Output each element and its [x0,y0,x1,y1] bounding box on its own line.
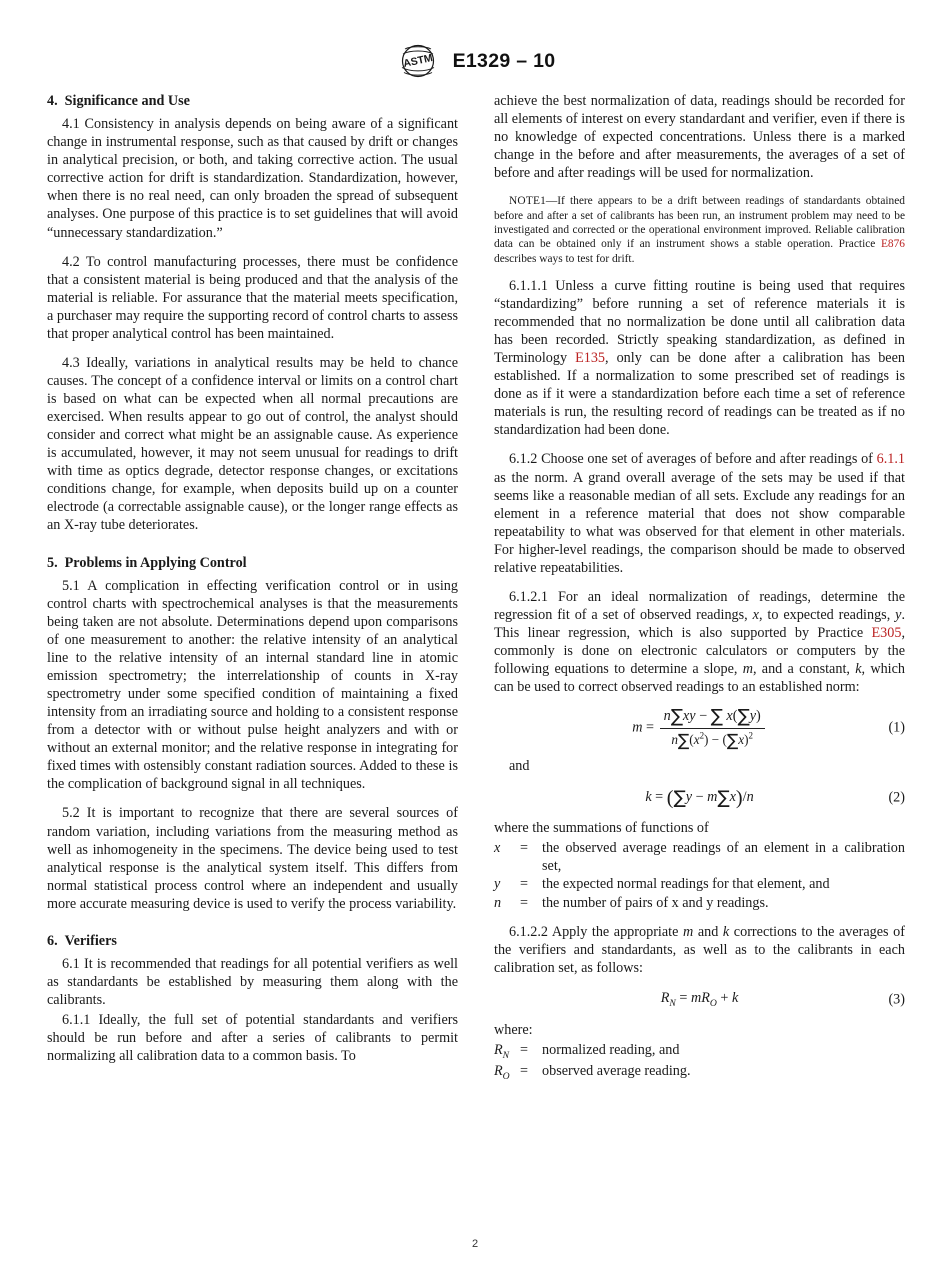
crossref-link-e135[interactable]: E135 [575,350,606,367]
section-title-6: Verifiers [64,932,117,949]
definition-equals-y: = [520,876,529,893]
equation-3-number: (3) [888,991,905,1008]
para-6121-seg2: , to expected readings, [758,606,896,623]
definition-list-xyn [494,839,905,911]
page-number: 2 [471,1238,479,1250]
note-text-after-link: describes ways to test for drift. [494,252,635,265]
definition-equals-x: = [520,840,529,857]
equation-1-fraction [660,706,765,750]
definition-row-x [494,839,905,875]
paragraph-6-1-1: 6.1.1 Ideally, the full set of potential standardants and verifiers should be run before and after a series of calibrants to permit normalizing all calibration data to a common basis. To [47,1012,458,1065]
definition-text-y: the expected normal readings for that element, and [542,876,830,893]
paragraph-6-1: 6.1 It is recommended that readings for all potential verifiers as well as standardants be established by measuring them along with the calibrants. [47,956,458,1009]
crossref-link-e876[interactable]: E876 [880,238,905,251]
definition-symbol-n: n [494,894,502,911]
definition-equals-rn: = [520,1041,529,1058]
variable-y: y [895,606,902,623]
crossref-link-e305[interactable]: E305 [871,625,902,641]
equation-1-denominator: $n\sum(x^2) - (\sum x)^2$ [671,730,754,751]
equation-1 [494,706,905,750]
para-6111-text-after-link: , only can be done after a calibration has been established. If a normalization to some prescribed set of readings is done as if it were a standardization before each time a set of reference materials is run, the resulting record of readings can be treated as if no standardization had been done. [494,350,905,439]
paragraph-6-1-2-1 [494,588,905,696]
crossref-link-611[interactable]: 6.1.1 [876,451,905,468]
equation-2-body: k = (∑y − m∑x)/n [645,786,754,809]
para-6122-seg3: corrections to the averages of the verifiers and standardants, as well as to the calibrants in each calibration set, as follows: [494,923,905,976]
svg-text:ASTM: ASTM [401,52,434,70]
section-heading-6 [47,932,458,950]
definition-symbol-x: x [494,840,501,857]
note-label: NOTE [509,195,541,208]
variable-k-2: k [722,923,730,940]
variable-m: m [742,661,753,678]
paragraph-6-1-2-2 [494,923,905,977]
equation-3 [494,987,905,1013]
definition-equals-ro: = [520,1062,529,1079]
paragraph-5-2: 5.2 It is important to recognize that there are several sources of random variation, including variations from the measuring method as well as inhomogeneity in the specimens. The device being used to test analytical response is the analytical system itself. This differs from normal statistical process control where an independent and usually more accurate measuring device is used to verify the process variability. [47,805,458,912]
document-designation: E1329 – 10 [452,49,556,72]
definition-list-R [494,1041,905,1083]
equation-1-body [632,706,767,750]
note-1 [494,194,905,266]
astm-logo [395,44,441,78]
section-number-6: 6. [47,932,58,949]
section-heading-4 [47,92,458,110]
page-header [0,44,950,78]
equation-2 [494,785,905,811]
section-title-4: Significance and Use [64,93,190,109]
equation-1-equals: = [646,719,655,736]
para-6121-seg6: , which can be used to correct observed readings to an established norm: [494,661,906,696]
equation-2-number: (2) [888,789,905,806]
paragraph-6-1-1-1 [494,277,905,440]
definition-text-ro: observed average reading. [542,1062,691,1079]
para-6121-seg5: , and a constant, [752,661,856,678]
paragraph-continuation: achieve the best normalization of data, readings should be recorded for all elements of interest on every standardant and verifier, even if there is no knowledge of expected concentrations. Unless there is a marked change in the before and after measurements, the averages of a set of before and after readings will be used for normalization. [494,93,905,182]
para-6122-seg1: 6.1.2.2 Apply the appropriate [509,923,683,940]
variable-x: x [752,606,759,623]
paragraph-4-1: 4.1 Consistency in analysis depends on being aware of a significant change in instrumental response, such as that caused by drift or changes in analytical precision, or both, and taking corrective action. The usual corrective action for drift is standardization. Standardization, however, when there is no real need, can only broaden the spread of subsequent analyses. One purpose of this practice is to set guidelines that will avoid “unnecessary standardization.” [47,116,458,241]
equation-1-lhs: m [632,719,643,736]
para-612-text-after-link: as the norm. A grand overall average of the sets may be used if that seems like a reasonable median of all sets. Exclude any readings for an element in a reference material that does not show comparable repeatability to what was observed for that element in other materials. For higher-level readings, the comparison should be made to observed relative repeatabilities. [494,469,905,576]
paragraph-5-1: 5.1 A complication in effecting verification control or in using control charts with spectrochemical analyses is that the measurements being taken are not absolute. Determinations depend upon comparisons of one measurement to another: the relative intensity of an analytical line to the relative intensity of an internal standard line in atomic emission spectrometry; the interrelationship of counts in X-ray spectrometry under some specified condition of maintaining a fixed intensity from an irradiating source and holding to a consistent response from a detector with or without pulse height analyzers and with or without an external monitor; and the relative response in integrating for fixed times with ostensibly constant radiation sources. Added to these is the complication of background signal in all techniques. [47,577,458,793]
para-6121-seg3: . This linear regression, which is also supported by Practice [494,606,905,641]
section-heading-5 [47,554,458,572]
variable-m-2: m [682,923,694,940]
paragraph-6-1-2 [494,450,905,576]
paragraph-4-2: 4.2 To control manufacturing processes, there must be confidence that a consistent material is being produced and that the analysis of the material is reliable. For assurance that the material meets specification, a purchaser may require the supporting record of control charts to assess that proper analytical control has been maintained. [47,253,458,342]
definition-row-rn [494,1041,905,1062]
note-text-before-link: If there appears to be a drift between readings of standardants obtained before and after a set of calibrants has been run, an instrument problem may need to be investigated and corrected or the operational environment improved. Reliable calibration data can be obtained only if an instrument shows a stable operation. Practice [494,195,905,251]
and-connector: and [509,758,530,775]
definition-symbol-rn: $R_N$ [494,1041,510,1061]
para-6121-seg1: 6.1.2.1 For an ideal normalization of readings, determine the regression fit of a set of observed readings, [494,588,905,623]
paragraph-4-3: 4.3 Ideally, variations in analytical results may be held to chance causes. The concept of a confidence interval or limits on a control chart is based on what can be expected when all normal precautions are exercised. When results appear to go out of control, the analyst should consider and correct what might be an assignable cause. As experience is accumulated, however, it may not seem unusual for readings to drift with time as optics degrade, detector response changes, or excitations conditions change, for example, when deposits build up on a counter electrode (a correctable assignable cause), or the longer range effects as an X-ray tube deteriorates. [47,354,458,534]
para-6121-seg4: , commonly is done on electronic calculators or computers by the following equations to determine a slope, [494,625,905,678]
definition-row-ro [494,1062,905,1083]
para-6111-text-before-link: 6.1.1.1 Unless a curve fitting routine is being used that requires “standardizing” before running a set of reference materials it is recommended that no normalization be done until all calibration data has been recorded. Strictly speaking standardization, as defined in Terminology [494,277,905,367]
section-number-5: 5. [47,554,58,571]
equation-1-number: (1) [888,719,905,736]
equation-1-numerator: n∑xy − ∑ x(∑y) [660,706,765,729]
where-summations-label: where the summations of functions of [494,820,709,837]
right-column [494,92,905,1085]
section-title-5: Problems in Applying Control [64,554,247,571]
definition-symbol-ro: $R_O$ [494,1062,510,1082]
definition-text-n: the number of pairs of x and y readings. [542,894,769,911]
definition-text-x: the observed average readings of an element in a calibration set, [542,840,905,875]
para-6122-seg2: and [693,923,723,940]
note-number: 1— [540,195,558,208]
section-number-4: 4. [47,93,58,109]
left-column [47,92,458,1085]
equation-3-body: $R_N = mR_O + k$ [660,990,739,1010]
definition-row-n [494,894,905,912]
definition-symbol-y: y [494,876,501,893]
body-columns [47,92,905,1085]
para-612-text-before-link: 6.1.2 Choose one set of averages of before and after readings of [509,451,877,468]
definition-equals-n: = [520,894,529,911]
definition-text-rn: normalized reading, and [542,1041,680,1058]
definition-row-y [494,875,905,893]
variable-k: k [855,661,862,678]
where-label: where: [494,1021,533,1038]
